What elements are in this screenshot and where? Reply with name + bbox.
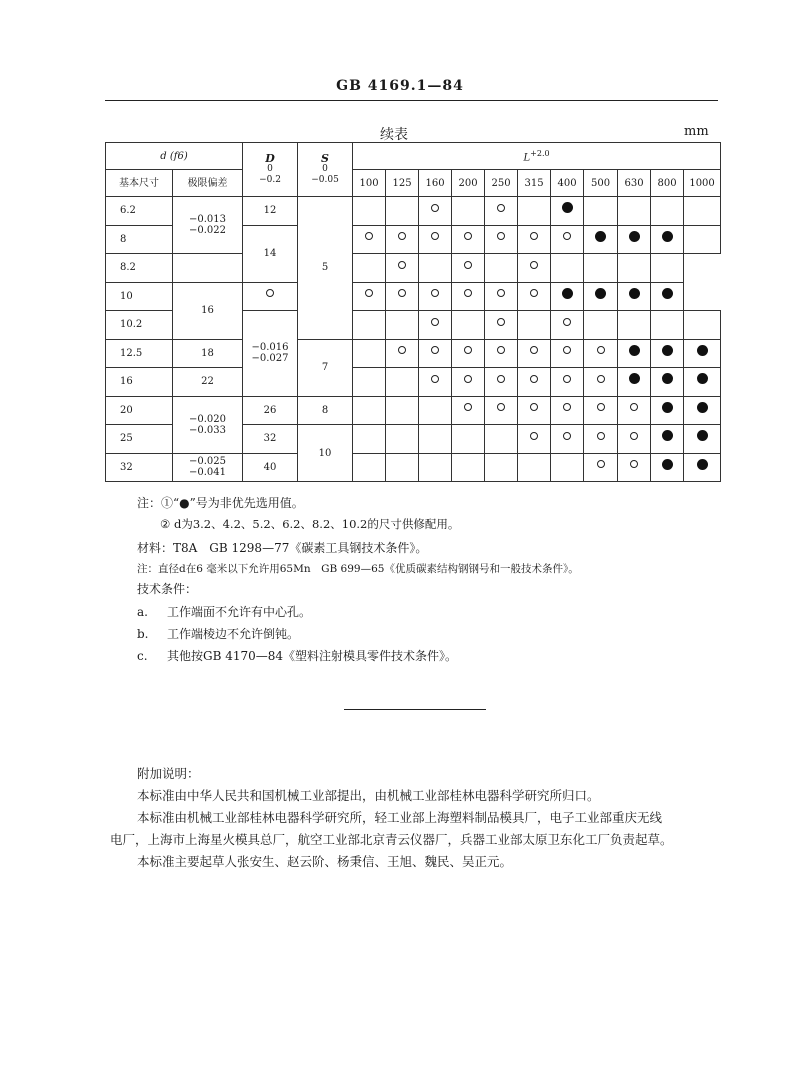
cell-mark <box>551 453 584 482</box>
cell-D: 22 <box>173 368 243 397</box>
preferred-marker-icon <box>530 375 538 383</box>
cell-D: 26 <box>243 396 298 425</box>
cell-mark <box>452 197 485 226</box>
cell-mark <box>651 425 684 454</box>
cell-mark <box>518 453 551 482</box>
preferred-marker-icon <box>464 403 472 411</box>
cell-mark <box>386 396 419 425</box>
preferred-marker-icon <box>563 432 571 440</box>
cell-mark <box>551 197 584 226</box>
cell-mark <box>419 425 452 454</box>
deviation-lower: −0.022 <box>189 225 227 236</box>
nonpreferred-marker-icon <box>629 373 640 384</box>
appendix-p3: 本标准主要起草人张安生、赵云阶、杨秉信、王旭、魏民、吴正元。 <box>137 854 513 869</box>
cell-mark <box>452 282 485 311</box>
tech-item-text: 工作端棱边不允许倒钝。 <box>167 627 300 641</box>
preferred-marker-icon <box>530 432 538 440</box>
cell-mark <box>551 282 584 311</box>
cell-mark <box>419 282 452 311</box>
preferred-marker-icon <box>497 346 505 354</box>
cell-mark <box>618 282 651 311</box>
preferred-marker-icon <box>464 261 472 269</box>
preferred-marker-icon <box>464 289 472 297</box>
nonpreferred-marker-icon <box>662 345 673 356</box>
continued-label: 续表 <box>380 127 408 143</box>
cell-mark <box>651 453 684 482</box>
deviation-upper: −0.016 <box>251 342 289 354</box>
nonpreferred-marker-icon <box>662 231 673 242</box>
cell-mark <box>684 225 721 254</box>
cell-mark <box>485 339 518 368</box>
appendix-p1: 本标准由中华人民共和国机械工业部提出，由机械工业部桂林电器科学研究所归口。 <box>137 788 600 803</box>
cell-mark <box>452 425 485 454</box>
preferred-marker-icon <box>597 460 605 468</box>
preferred-marker-icon <box>597 403 605 411</box>
preferred-marker-icon <box>431 375 439 383</box>
preferred-marker-icon <box>398 289 406 297</box>
cell-mark <box>419 453 452 482</box>
cell-mark <box>353 396 386 425</box>
cell-mark <box>651 368 684 397</box>
cell-mark <box>651 396 684 425</box>
cell-mark <box>584 197 618 226</box>
cell-mark <box>485 197 518 226</box>
cell-mark <box>353 282 386 311</box>
cell-mark <box>419 254 452 283</box>
header-length-800: 800 <box>651 170 684 197</box>
cell-mark <box>618 425 651 454</box>
cell-mark <box>419 225 452 254</box>
cell-D-merged: 16 <box>173 282 243 339</box>
preferred-marker-icon <box>464 232 472 240</box>
cell-deviation-group <box>173 197 243 254</box>
cell-mark <box>173 254 243 283</box>
preferred-marker-icon <box>398 232 406 240</box>
cell-mark <box>584 453 618 482</box>
cell-nominal-d: 16 <box>106 368 173 397</box>
table-row <box>106 396 721 425</box>
cell-mark <box>684 453 721 482</box>
preferred-marker-icon <box>431 204 439 212</box>
cell-mark <box>353 311 386 340</box>
header-L-symbol: L <box>523 152 531 164</box>
table-row <box>106 254 721 283</box>
cell-mark <box>386 197 419 226</box>
cell-mark <box>419 311 452 340</box>
tech-item-text: 工作端面不允许有中心孔。 <box>167 605 312 619</box>
header-length-1000: 1000 <box>684 170 721 197</box>
cell-mark <box>584 425 618 454</box>
cell-mark <box>485 453 518 482</box>
cell-mark <box>584 368 618 397</box>
header-D-tol-upper: 0 <box>267 164 273 174</box>
cell-nominal-d: 10.2 <box>106 311 173 340</box>
tech-item-label: a. <box>137 605 148 619</box>
cell-mark <box>485 254 518 283</box>
cell-mark <box>584 396 618 425</box>
cell-mark <box>551 225 584 254</box>
header-length-400: 400 <box>551 170 584 197</box>
table-row <box>106 282 721 311</box>
cell-mark <box>518 254 551 283</box>
nonpreferred-marker-icon <box>629 231 640 242</box>
header-length-315: 315 <box>518 170 551 197</box>
preferred-marker-icon <box>464 346 472 354</box>
cell-mark <box>353 368 386 397</box>
table-row <box>106 368 721 397</box>
cell-mark <box>651 254 684 283</box>
cell-mark <box>485 282 518 311</box>
cell-mark <box>386 425 419 454</box>
cell-mark <box>419 339 452 368</box>
cell-mark <box>651 339 684 368</box>
cell-mark <box>518 282 551 311</box>
cell-mark <box>618 225 651 254</box>
nonpreferred-marker-icon <box>697 459 708 470</box>
preferred-marker-icon <box>563 318 571 326</box>
nonpreferred-marker-icon <box>595 231 606 242</box>
deviation-upper: −0.020 <box>189 413 227 425</box>
nonpreferred-marker-icon <box>697 402 708 413</box>
cell-mark <box>518 425 551 454</box>
preferred-marker-icon <box>530 261 538 269</box>
deviation-upper: −0.013 <box>189 214 227 225</box>
cell-mark <box>386 282 419 311</box>
deviation-lower: −0.027 <box>251 353 289 365</box>
header-L <box>353 143 721 170</box>
cell-nominal-d: 12.5 <box>106 339 173 368</box>
nonpreferred-marker-icon <box>662 373 673 384</box>
cell-deviation-group <box>173 453 243 482</box>
cell-mark <box>353 254 386 283</box>
cell-mark <box>618 339 651 368</box>
nonpreferred-marker-icon <box>562 202 573 213</box>
cell-mark <box>452 368 485 397</box>
cell-mark <box>684 425 721 454</box>
header-S-symbol: S <box>321 152 329 165</box>
header-rule <box>105 100 718 101</box>
standard-code: GB 4169.1—84 <box>336 78 464 94</box>
cell-D-merged: 14 <box>243 225 298 282</box>
preferred-marker-icon <box>563 403 571 411</box>
header-deviation: 极限偏差 <box>173 170 243 197</box>
cell-mark <box>651 311 684 340</box>
cell-D: 18 <box>173 339 243 368</box>
preferred-marker-icon <box>630 432 638 440</box>
cell-mark <box>551 254 584 283</box>
cell-mark <box>452 225 485 254</box>
header-S-tol-upper: 0 <box>322 164 328 174</box>
cell-mark <box>452 396 485 425</box>
preferred-marker-icon <box>530 346 538 354</box>
cell-mark <box>419 197 452 226</box>
cell-deviation-group <box>173 396 243 453</box>
cell-D: 40 <box>243 453 298 482</box>
cell-mark <box>386 311 419 340</box>
cell-mark <box>684 368 721 397</box>
preferred-marker-icon <box>563 346 571 354</box>
cell-mark <box>386 453 419 482</box>
nonpreferred-marker-icon <box>629 345 640 356</box>
cell-S: 10 <box>298 425 353 482</box>
tech-item-label: c. <box>137 649 148 663</box>
cell-mark <box>584 311 618 340</box>
preferred-marker-icon <box>497 318 505 326</box>
cell-mark <box>651 197 684 226</box>
deviation-lower: −0.041 <box>189 467 227 479</box>
tech-item-c <box>137 647 457 664</box>
cell-mark <box>618 197 651 226</box>
header-nominal: 基本尺寸 <box>106 170 173 197</box>
cell-mark <box>485 225 518 254</box>
preferred-marker-icon <box>431 232 439 240</box>
header-L-tol: +2.0 <box>530 149 550 159</box>
preferred-marker-icon <box>464 375 472 383</box>
cell-mark <box>551 425 584 454</box>
cell-mark <box>452 339 485 368</box>
cell-mark <box>518 197 551 226</box>
preferred-marker-icon <box>497 403 505 411</box>
tech-item-a <box>137 603 311 620</box>
material-line: 材料：T8A GB 1298—77《碳素工具钢技术条件》。 <box>137 541 428 555</box>
table-row <box>106 197 721 226</box>
preferred-marker-icon <box>597 346 605 354</box>
header-D-symbol: D <box>265 152 275 165</box>
tech-item-b <box>137 625 299 642</box>
preferred-marker-icon <box>497 289 505 297</box>
cell-mark <box>551 339 584 368</box>
dimension-table <box>105 142 721 482</box>
cell-mark <box>584 225 618 254</box>
nonpreferred-marker-icon <box>662 430 673 441</box>
header-length-500: 500 <box>584 170 618 197</box>
preferred-marker-icon <box>365 232 373 240</box>
cell-nominal-d: 6.2 <box>106 197 173 226</box>
cell-mark <box>518 396 551 425</box>
cell-mark <box>684 339 721 368</box>
nonpreferred-marker-icon <box>662 402 673 413</box>
cell-mark <box>353 225 386 254</box>
preferred-marker-icon <box>530 289 538 297</box>
nonpreferred-marker-icon <box>662 459 673 470</box>
deviation-lower: −0.033 <box>189 424 227 436</box>
material-note: 注：直径d在6 毫米以下允许用65Mn GB 699—65《优质碳素结构钢钢号和一般技术条件》。 <box>137 563 579 575</box>
cell-mark <box>485 368 518 397</box>
cell-mark <box>353 425 386 454</box>
tech-title: 技术条件： <box>137 582 198 596</box>
cell-S: 5 <box>298 197 353 340</box>
preferred-marker-icon <box>530 403 538 411</box>
cell-mark <box>353 197 386 226</box>
cell-D: 32 <box>243 425 298 454</box>
section-divider <box>344 709 486 710</box>
note-1-prefix: 注：① <box>137 496 174 510</box>
header-D-tol-lower: −0.2 <box>259 175 281 185</box>
cell-mark <box>243 282 298 311</box>
cell-mark <box>551 396 584 425</box>
preferred-marker-icon <box>431 289 439 297</box>
cell-mark <box>651 282 684 311</box>
header-length-125: 125 <box>386 170 419 197</box>
cell-mark <box>618 311 651 340</box>
cell-mark <box>386 254 419 283</box>
cell-mark <box>618 254 651 283</box>
cell-mark <box>518 225 551 254</box>
cell-mark <box>386 368 419 397</box>
cell-mark <box>452 311 485 340</box>
preferred-marker-icon <box>630 403 638 411</box>
cell-mark <box>485 311 518 340</box>
preferred-marker-icon <box>563 232 571 240</box>
cell-mark <box>551 311 584 340</box>
appendix-p2b: 电厂，上海市上海星火模具总厂，航空工业部北京青云仪器厂，兵器工业部太原卫东化工厂负责起草。 <box>110 832 673 847</box>
preferred-marker-icon <box>431 346 439 354</box>
cell-S: 8 <box>298 396 353 425</box>
preferred-marker-icon <box>563 375 571 383</box>
note-1 <box>137 494 304 511</box>
cell-mark <box>618 453 651 482</box>
header-length-630: 630 <box>618 170 651 197</box>
nonpreferred-marker-icon <box>697 373 708 384</box>
preferred-marker-icon <box>630 460 638 468</box>
preferred-marker-icon <box>597 432 605 440</box>
appendix-p2a: 本标准由机械工业部桂林电器科学研究所，轻工业部上海塑料制品模具厂，电子工业部重庆无线 <box>137 810 663 825</box>
cell-mark <box>353 453 386 482</box>
note-1-body: “●”号为非优先选用值。 <box>173 496 304 510</box>
note-2: ② d为3.2、4.2、5.2、6.2、8.2、10.2的尺寸供修配用。 <box>160 517 460 531</box>
cell-mark <box>485 396 518 425</box>
preferred-marker-icon <box>266 289 274 297</box>
cell-mark <box>518 368 551 397</box>
preferred-marker-icon <box>431 318 439 326</box>
cell-mark <box>419 396 452 425</box>
cell-D: 12 <box>243 197 298 226</box>
tech-item-text: 其他按GB 4170—84《塑料注射模具零件技术条件》。 <box>167 649 458 663</box>
cell-mark <box>419 368 452 397</box>
header-D <box>243 143 298 197</box>
cell-nominal-d: 32 <box>106 453 173 482</box>
cell-nominal-d: 25 <box>106 425 173 454</box>
cell-nominal-d: 8.2 <box>106 254 173 283</box>
cell-mark <box>684 396 721 425</box>
cell-mark <box>584 339 618 368</box>
cell-mark <box>551 368 584 397</box>
cell-mark <box>386 225 419 254</box>
cell-S: 7 <box>298 339 353 396</box>
cell-mark <box>452 453 485 482</box>
nonpreferred-marker-icon <box>562 288 573 299</box>
table-row <box>106 453 721 482</box>
preferred-marker-icon <box>530 232 538 240</box>
cell-mark <box>386 339 419 368</box>
preferred-marker-icon <box>398 261 406 269</box>
nonpreferred-marker-icon <box>697 345 708 356</box>
nonpreferred-marker-icon <box>595 288 606 299</box>
header-length-200: 200 <box>452 170 485 197</box>
nonpreferred-marker-icon <box>629 288 640 299</box>
cell-nominal-d: 10 <box>106 282 173 311</box>
cell-mark <box>518 339 551 368</box>
deviation-upper: −0.025 <box>189 456 227 468</box>
header-S-tol-lower: −0.05 <box>311 175 339 185</box>
cell-mark <box>684 197 721 226</box>
cell-mark <box>452 254 485 283</box>
nonpreferred-marker-icon <box>697 430 708 441</box>
preferred-marker-icon <box>597 375 605 383</box>
preferred-marker-icon <box>497 375 505 383</box>
preferred-marker-icon <box>398 346 406 354</box>
cell-mark <box>485 425 518 454</box>
cell-mark <box>651 225 684 254</box>
cell-deviation-group <box>243 311 298 397</box>
cell-mark <box>618 396 651 425</box>
unit-label: mm <box>684 124 709 139</box>
nonpreferred-marker-icon <box>662 288 673 299</box>
appendix-title: 附加说明： <box>137 766 200 781</box>
preferred-marker-icon <box>497 204 505 212</box>
table-row <box>106 339 721 368</box>
header-length-100: 100 <box>353 170 386 197</box>
cell-mark <box>518 311 551 340</box>
cell-nominal-d: 20 <box>106 396 173 425</box>
cell-mark <box>584 282 618 311</box>
cell-mark <box>684 311 721 340</box>
header-length-250: 250 <box>485 170 518 197</box>
cell-mark <box>618 368 651 397</box>
preferred-marker-icon <box>497 232 505 240</box>
header-length-160: 160 <box>419 170 452 197</box>
cell-mark <box>353 339 386 368</box>
preferred-marker-icon <box>365 289 373 297</box>
cell-nominal-d: 8 <box>106 225 173 254</box>
header-d-group: d (f6) <box>106 143 243 170</box>
cell-mark <box>584 254 618 283</box>
header-S <box>298 143 353 197</box>
tech-item-label: b. <box>137 627 149 641</box>
